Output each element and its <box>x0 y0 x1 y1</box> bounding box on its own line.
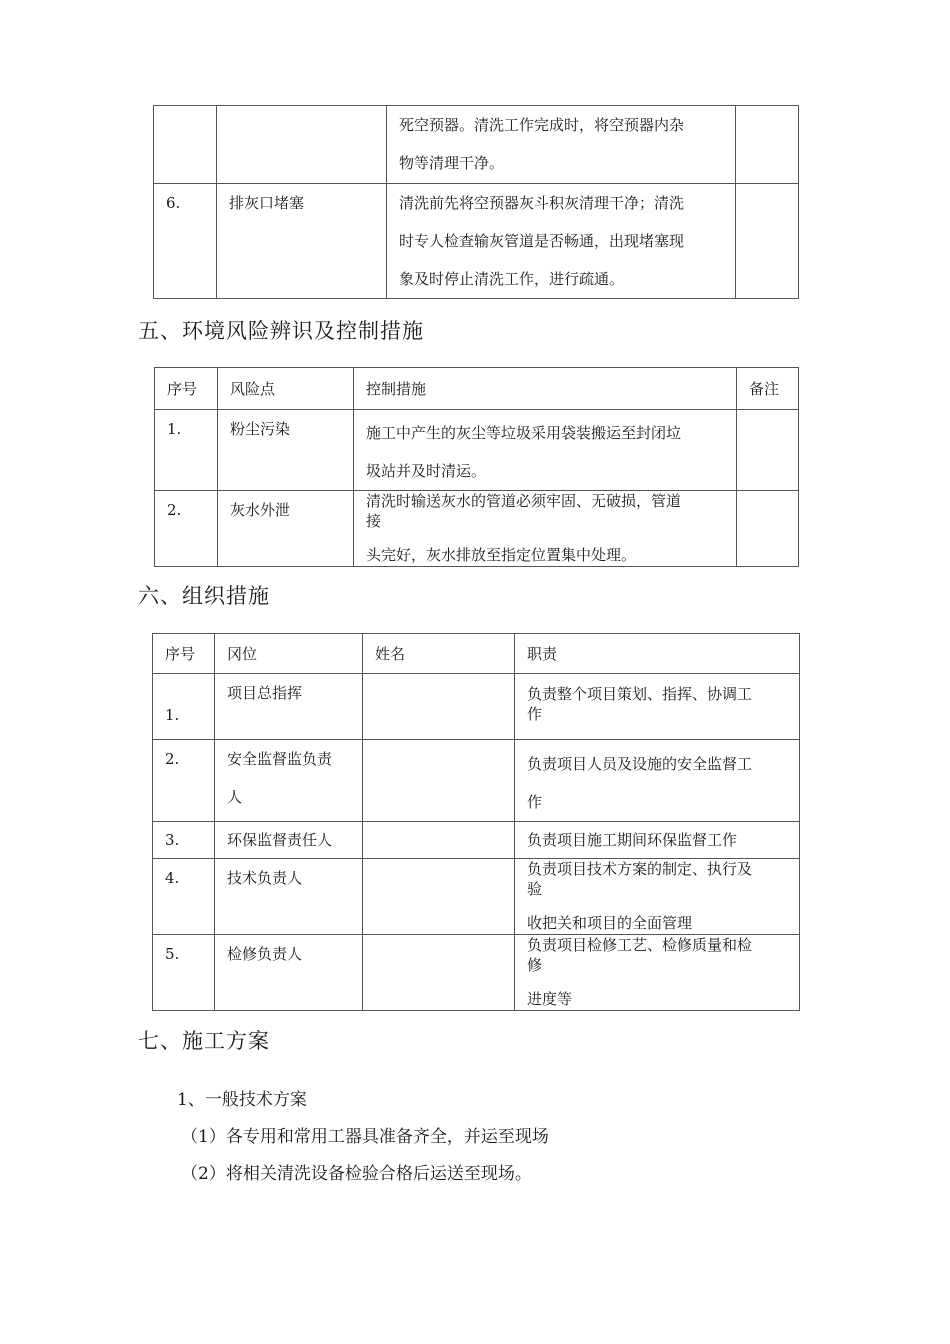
header-note: 备注 <box>737 368 799 410</box>
duty-line: 负责项目施工期间环保监督工作 <box>527 831 738 849</box>
cell-post <box>215 740 363 822</box>
duty-line: 作 <box>527 793 543 811</box>
cell-item <box>217 184 387 299</box>
measure-line: 头完好，灰水排放至指定位置集中处理。 <box>366 546 637 564</box>
post-line: 安全监督监负责 <box>227 750 333 768</box>
section6-heading: 六、组织措施 <box>138 584 270 608</box>
measure-line: 接 <box>366 512 382 530</box>
cell-duty <box>515 935 800 1011</box>
table-row <box>154 106 799 184</box>
measure-line: 施工中产生的灰尘等垃圾采用袋装搬运至封闭垃 <box>366 424 682 442</box>
post-text: 项目总指挥 <box>227 684 303 702</box>
duty-line: 负责整个项目策划、指挥、协调工 <box>527 685 753 703</box>
cell-no <box>153 822 215 859</box>
cell-note <box>736 106 799 184</box>
cell-note <box>736 184 799 299</box>
cell-risk <box>218 410 354 491</box>
header-post: 冈位 <box>215 634 363 674</box>
cell-name <box>363 935 515 1011</box>
item-text: 排灰口堵塞 <box>229 194 305 212</box>
risk-text: 粉尘污染 <box>230 420 291 438</box>
cell-no <box>155 410 218 491</box>
post-line: 人 <box>227 788 243 806</box>
row-number: 5. <box>165 945 180 963</box>
cell-no <box>153 740 215 822</box>
plan-item: （1）各专用和常用工器具准备齐全，并运至现场 <box>181 1127 549 1147</box>
cell-name <box>363 859 515 935</box>
duty-line: 负责项目人员及设施的安全监督工 <box>527 755 753 773</box>
cell-risk <box>218 491 354 567</box>
row-number: 2. <box>165 750 180 768</box>
row-number: 3. <box>165 831 180 849</box>
post-text: 环保监督责任人 <box>227 831 333 849</box>
cell-name <box>363 740 515 822</box>
cell-post <box>215 859 363 935</box>
duty-line: 验 <box>527 880 543 898</box>
cell-measure <box>354 491 737 567</box>
duty-line: 作 <box>527 705 543 723</box>
table-row <box>153 822 800 859</box>
section5-heading: 五、环境风险辨识及控制措施 <box>138 319 424 343</box>
table-row <box>153 740 800 822</box>
post-text: 技术负责人 <box>227 869 303 887</box>
header-risk: 风险点 <box>218 368 354 410</box>
section7-heading: 七、施工方案 <box>138 1029 270 1053</box>
header-duty: 职责 <box>515 634 800 674</box>
cell-no <box>154 184 217 299</box>
duty-line: 进度等 <box>527 990 573 1008</box>
table-row <box>153 674 800 740</box>
table-environment-risk <box>154 367 799 567</box>
duty-line: 负责项目技术方案的制定、执行及 <box>527 860 753 878</box>
cell-no <box>153 859 215 935</box>
table-header-row <box>153 634 800 674</box>
cell-no <box>153 674 215 740</box>
table-header-row <box>155 368 799 410</box>
cell-measure <box>387 184 736 299</box>
row-number: 6. <box>166 194 181 212</box>
cell-measure <box>387 106 736 184</box>
plan-item: （2）将相关清洗设备检验合格后运送至现场。 <box>181 1164 532 1184</box>
cell-post <box>215 935 363 1011</box>
cell-measure <box>354 410 737 491</box>
cell-post <box>215 674 363 740</box>
table-row <box>155 491 799 567</box>
row-number: 1. <box>165 706 180 724</box>
table-row <box>153 935 800 1011</box>
cell-duty <box>515 822 800 859</box>
table-row <box>153 859 800 935</box>
cell-note <box>737 491 799 567</box>
duty-line: 修 <box>527 956 543 974</box>
table-continuation <box>153 105 799 299</box>
cell-duty <box>515 740 800 822</box>
measure-line: 清洗时输送灰水的管道必须牢固、无破损，管道 <box>366 492 682 510</box>
cell-note <box>737 410 799 491</box>
subsection-heading: 1、一般技术方案 <box>177 1090 307 1110</box>
table-row <box>155 410 799 491</box>
header-no: 序号 <box>153 634 215 674</box>
measure-line: 象及时停止清洗工作，进行疏通。 <box>399 270 625 288</box>
cell-name <box>363 674 515 740</box>
cell-no <box>154 106 217 184</box>
cell-post <box>215 822 363 859</box>
row-number: 2. <box>167 501 182 519</box>
table-organization <box>152 633 800 1011</box>
cell-duty <box>515 859 800 935</box>
header-no: 序号 <box>155 368 218 410</box>
header-name: 姓名 <box>363 634 515 674</box>
measure-line: 清洗前先将空预器灰斗积灰清理干净；清洗 <box>399 194 685 212</box>
cell-no <box>153 935 215 1011</box>
measure-line: 死空预器。清洗工作完成时，将空预器内杂 <box>399 116 685 134</box>
post-text: 检修负责人 <box>227 945 303 963</box>
duty-line: 收把关和项目的全面管理 <box>527 914 693 932</box>
cell-no <box>155 491 218 567</box>
cell-name <box>363 822 515 859</box>
row-number: 1. <box>167 420 182 438</box>
header-measure: 控制措施 <box>354 368 737 410</box>
duty-line: 负责项目检修工艺、检修质量和检 <box>527 936 753 954</box>
risk-text: 灰水外泄 <box>230 501 291 519</box>
measure-line: 时专人检查输灰管道是否畅通，出现堵塞现 <box>399 232 685 250</box>
cell-item <box>217 106 387 184</box>
row-number: 4. <box>165 869 180 887</box>
table-row <box>154 184 799 299</box>
cell-duty <box>515 674 800 740</box>
measure-line: 圾站并及时清运。 <box>366 462 487 480</box>
measure-line: 物等清理干净。 <box>399 154 505 172</box>
